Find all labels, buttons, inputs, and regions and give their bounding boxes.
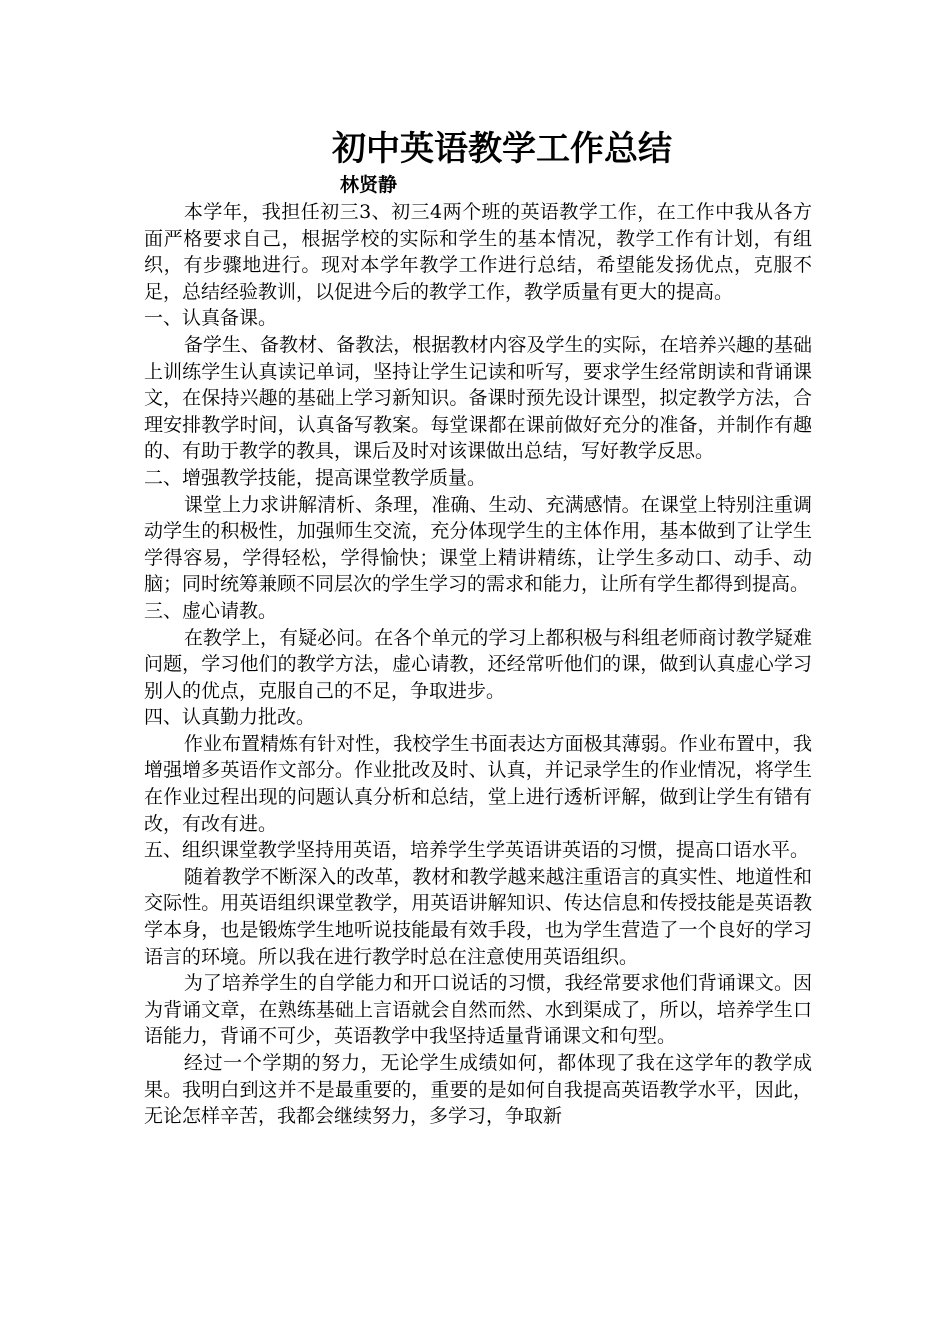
- section-heading-5: 五、组织课堂教学坚持用英语，培养学生学英语讲英语的习惯，提高口语水平。: [144, 839, 810, 862]
- section-5-paragraph-3: 经过一个学期的努力，无论学生成绩如何，都体现了我在这学年的教学成果。我明白到这并不是最重要的，重要的是如何自我提高英语教学水平，因此，无论怎样辛苦，我都会继续努力，多学习，争取新: [144, 1052, 812, 1128]
- section-3-paragraph-1: 在教学上，有疑必问。在各个单元的学习上都积极与科组老师商讨教学疑难问题，学习他们的教学方法，虚心请教，还经常听他们的课，做到认真虚心学习别人的优点，克服自己的不足，争取进步。: [144, 626, 812, 702]
- author-name: 林贤静: [340, 174, 398, 196]
- intro-paragraph: 本学年，我担任初三3、初三4两个班的英语教学工作，在工作中我从各方面严格要求自己，根据学校的实际和学生的基本情况，教学工作有计划，有组织，有步骤地进行。现对本学年教学工作进行总结，希望能发扬优点，克服不足，总结经验教训，以促进今后的教学工作，教学质量有更大的提高。: [144, 201, 812, 303]
- document-body: [144, 199, 812, 1130]
- section-heading-3: 三、虚心请教。: [144, 599, 278, 622]
- section-heading-4: 四、认真勤力批改。: [144, 706, 316, 729]
- section-5-paragraph-1: 随着教学不断深入的改革，教材和教学越来越注重语言的真实性、地道性和交际性。用英语组织课堂教学，用英语讲解知识、传达信息和传授技能是英语教学本身，也是锻炼学生地听说技能最有效手段，也为学生营造了一个良好的学习语言的环境。所以我在进行教学时总在注意使用英语组织。: [144, 865, 812, 968]
- section-4-paragraph-1: 作业布置精炼有针对性，我校学生书面表达方面极其薄弱。作业布置中，我增强增多英语作文部分。作业批改及时、认真，并记录学生的作业情况，将学生在作业过程出现的问题认真分析和总结，堂上进行透析评解，做到让学生有错有改，有改有进。: [144, 732, 812, 835]
- section-heading-1: 一、认真备课。: [144, 307, 278, 330]
- section-1-paragraph-1: 备学生、备教材、备教法，根据教材内容及学生的实际，在培养兴趣的基础上训练学生认真读记单词，坚持让学生记读和听写，要求学生经常朗读和背诵课文，在保持兴趣的基础上学习新知识。备课时预先设计课型，拟定教学方法，合理安排教学时间，认真备写教案。每堂课都在课前做好充分的准备，并制作有趣的、有助于教学的教具，课后及时对该课做出总结，写好教学反思。: [144, 333, 812, 463]
- section-2-paragraph-1: 课堂上力求讲解清析、条理，准确、生动、充满感情。在课堂上特别注重调动学生的积极性，加强师生交流，充分体现学生的主体作用，基本做到了让学生学得容易，学得轻松，学得愉快；课堂上精讲精练，让学生多动口、动手、动脑；同时统筹兼顾不同层次的学生学习的需求和能力，让所有学生都得到提高。: [144, 493, 812, 596]
- section-5-paragraph-2: 为了培养学生的自学能力和开口说话的习惯，我经常要求他们背诵课文。因为背诵文章，在熟练基础上言语就会自然而然、水到渠成了，所以，培养学生口语能力，背诵不可少，英语教学中我坚持适量背诵课文和句型。: [144, 972, 812, 1048]
- section-heading-2: 二、增强教学技能，提高课堂教学质量。: [144, 466, 487, 489]
- document-title: 初中英语教学工作总结: [332, 129, 672, 169]
